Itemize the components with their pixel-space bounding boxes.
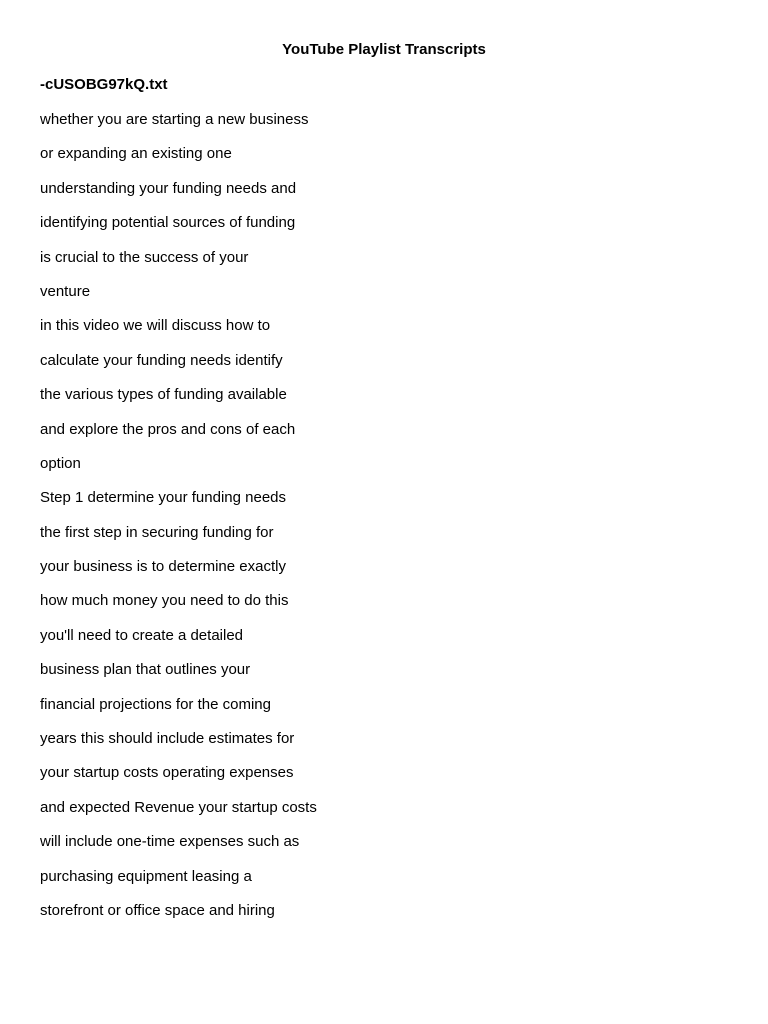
transcript-line: the various types of funding available [40,386,287,404]
transcript-line: whether you are starting a new business [40,111,309,128]
transcript-line: or expanding an existing one [40,145,232,163]
transcript-line: calculate your funding needs identify [40,351,283,369]
document-title: YouTube Playlist Transcripts [282,41,486,58]
transcript-line: your business is to determine exactly [40,558,286,576]
transcript-line: the first step in securing funding for [40,523,274,541]
transcript-lines [40,110,317,935]
transcript-line: in this video we will discuss how to [40,317,271,335]
transcript-line: purchasing equipment leasing a [40,867,252,885]
transcript-line: is crucial to the success of your [40,248,249,266]
transcript-line: Step 1 determine your funding needs [40,489,286,507]
transcript-line: venture [40,282,91,300]
transcript-line: how much money you need to do this [40,592,289,610]
transcript-line: business plan that outlines your [40,661,251,679]
transcript-line: you'll need to create a detailed [40,626,244,644]
transcript-line: and expected Revenue your startup costs [40,798,317,816]
transcript-line: will include one-time expenses such as [40,833,300,851]
transcript-file-name: -cUSOBG97kQ.txt [40,76,168,93]
transcript-line: years this should include estimates for [40,730,295,748]
transcript-line: your startup costs operating expenses [40,764,294,782]
transcript-line: and explore the pros and cons of each [40,420,296,438]
transcript-line: financial projections for the coming [40,695,271,713]
transcript-line: identifying potential sources of funding [40,214,296,232]
transcript-line: storefront or office space and hiring [40,901,275,919]
transcript-line: understanding your funding needs and [40,179,297,197]
transcript-line: option [40,454,81,472]
